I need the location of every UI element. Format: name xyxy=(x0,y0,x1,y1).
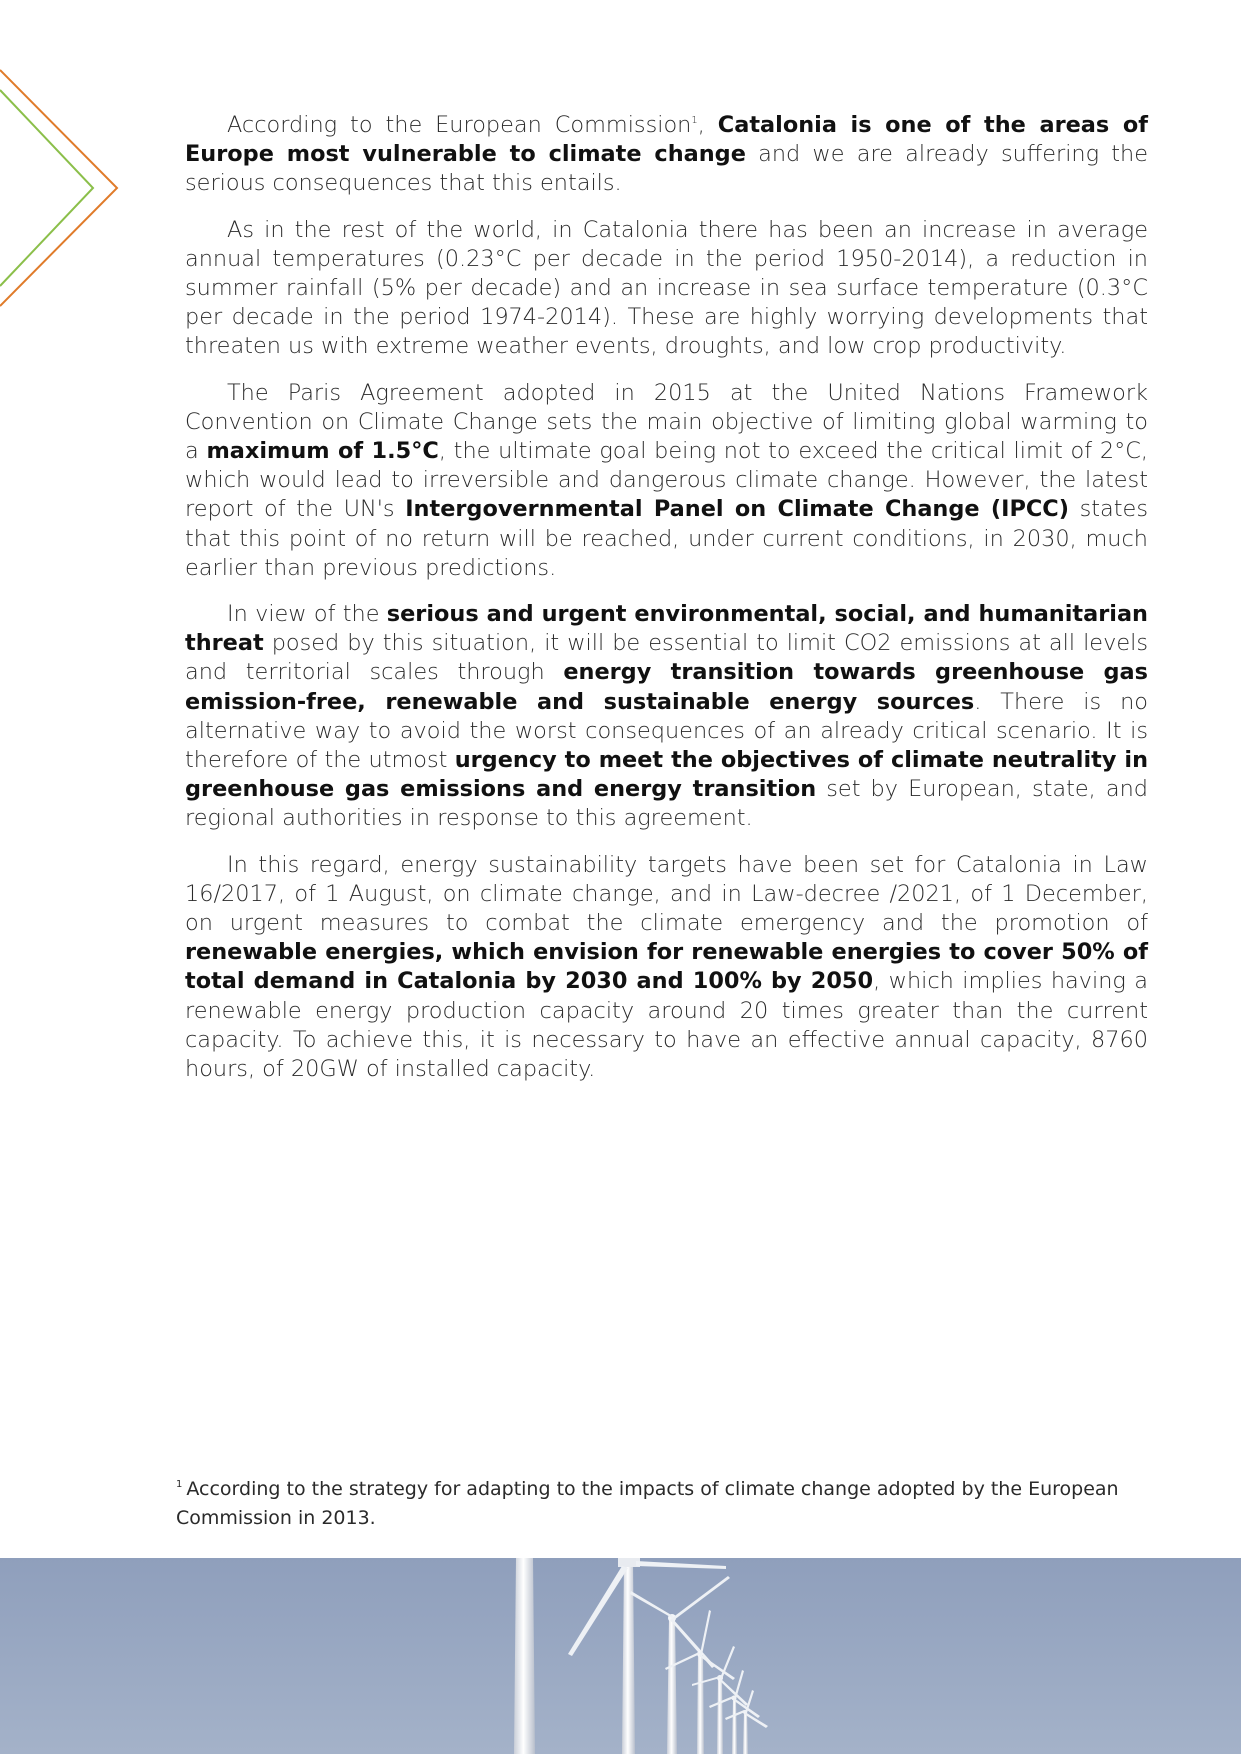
footnote-reference: 1 xyxy=(691,115,698,126)
paragraph-4 xyxy=(185,600,1148,834)
footnote-text: According to the strategy for adapting to the impacts of climate change adopted by the European Commission in 2013. xyxy=(176,1478,1119,1529)
wind-turbines-photo xyxy=(0,1558,1241,1754)
paragraph-1-run-5: and we are already suffering the serious consequences that this entails. xyxy=(185,141,1148,197)
paragraph-1 xyxy=(185,111,1148,199)
body-text xyxy=(185,111,1148,1101)
paragraph-4-emphasis-2: energy transition towards greenhouse gas emission-free, renewable and sustainable energy sources xyxy=(185,659,1148,715)
footnote xyxy=(176,1475,1136,1532)
paragraph-3-run-1: The Paris Agreement adopted in 2015 at the United Nations Framework Convention on Climate Change sets the main objective of limiting global warming to a xyxy=(185,379,1148,465)
paragraph-5-run-1: In this regard, energy sustainability targets have been set for Catalonia in Law 16/2017, of 1 August, on climate change, and in Law-decree /2021, of 1 December, on urgent measures to combat the climate emergency and the promotion of xyxy=(185,851,1148,937)
paragraph-5-emphasis-1: renewable energies, which envision for renewable energies to cover 50% of total demand in Catalonia by 2030 and 100% by 2050 xyxy=(185,939,1148,995)
decorative-chevron-icon xyxy=(0,50,130,330)
paragraph-4-run-1: In view of the xyxy=(227,601,387,628)
paragraph-4-run-5: . There is no alternative way to avoid the worst consequences of an already critical scenario. It is therefore of the utmost xyxy=(185,688,1148,774)
paragraph-1-run-1: According to the European Commission xyxy=(227,112,692,138)
paragraph-4-run-3: posed by this situation, it will be essential to limit CO2 emissions at all levels and territorial scales through xyxy=(185,630,1148,686)
paragraph-5-run-3: , which implies having a renewable energy production capacity around 20 times greater than the current capacity. To achieve this, it is necessary to have an effective annual capacity, 8760 hours, of 20GW of installed capacity. xyxy=(185,968,1149,1083)
paragraph-4-emphasis-1: serious and urgent environmental, social, and humanitarian threat xyxy=(185,601,1148,657)
paragraph-1-run-3: , xyxy=(697,112,718,138)
paragraph-2-run-1: As in the rest of the world, in Catalonia there has been an increase in average annual temperatures (0.23°C per decade in the period 1950-2014), a reduction in summer rainfall (5% per decade) and an increase in sea surface temperature (0.3°C per decade in the period 1974-2014). These are highly worrying developments that threaten us with extreme weather events, droughts, and low crop productivity. xyxy=(185,216,1148,360)
paragraph-5 xyxy=(185,851,1148,1085)
paragraph-3 xyxy=(185,379,1148,583)
paragraph-4-run-7: set by European, state, and regional authorities in response to this agreement. xyxy=(185,776,1149,832)
paragraph-3-run-5: states that this point of no return will be reached, under current conditions, in 2030, much earlier than previous predictions. xyxy=(185,496,1148,581)
paragraph-3-emphasis-1: maximum of 1.5°C xyxy=(206,438,439,465)
footnote-marker: 1 xyxy=(176,1479,183,1490)
paragraph-4-emphasis-3: urgency to meet the objectives of climate neutrality in greenhouse gas emissions and energy transition xyxy=(185,747,1149,803)
paragraph-1-emphasis-1: Catalonia is one of the areas of Europe most vulnerable to climate change xyxy=(185,112,1148,168)
paragraph-3-run-3: , the ultimate goal being not to exceed the critical limit of 2°C, which would lead to irreversible and dangerous climate change. However, the latest report of the UN's xyxy=(185,438,1149,523)
paragraph-3-emphasis-2: Intergovernmental Panel on Climate Change (IPCC) xyxy=(405,496,1069,523)
paragraph-2 xyxy=(185,216,1148,362)
